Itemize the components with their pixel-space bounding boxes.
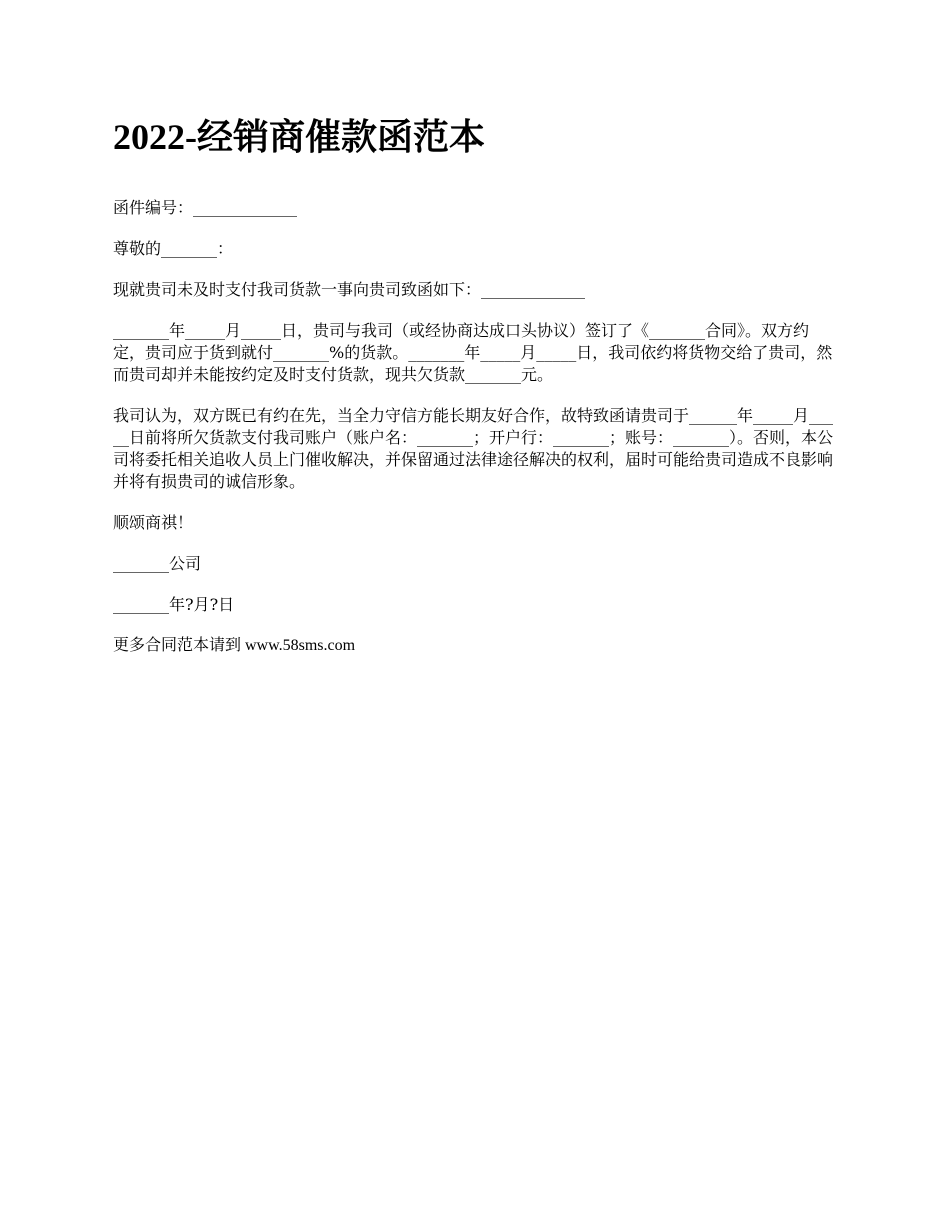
footer-link-text: 更多合同范本请到 www.58sms.com — [113, 637, 356, 654]
payment-request-paragraph: 我司认为，双方既已有约在先，当全力守信方能长期友好合作，故特致函请贵司于______年_____月_____日前将所欠货款支付我司账户（账户名：_______；开户行：_______；账号：_______）。否则，本公司将委托相关追收人员上门催收解决，并保留通过法律途径解决的权利，届时可能给贵司造成不良影响并将有损贵司的诚信形象。 — [113, 406, 834, 491]
salutation: 尊敬的_______： — [113, 239, 234, 258]
intro-paragraph: 现就贵司未及时支付我司货款一事向贵司致函如下：_____________ — [113, 280, 586, 299]
signature-company: _______公司 — [113, 554, 202, 573]
document-page — [113, 112, 837, 676]
closing-greeting: 顺颂商祺！ — [113, 513, 194, 532]
document-title: 2022-经销商催款函范本 — [113, 117, 485, 157]
signature-date: _______年?月?日 — [113, 595, 235, 614]
letter-number-line: 函件编号：_____________ — [113, 198, 298, 217]
contract-paragraph: _______年_____月_____日，贵司与我司（或经协商达成口头协议）签订了《_______合同》。双方约定，贵司应于货到就付_______%的货款。_______年_____月_____日，我司依约将货物交给了贵司，然而贵司却并未能按约定及时支付货款，现共欠货款_______元。 — [113, 321, 833, 384]
